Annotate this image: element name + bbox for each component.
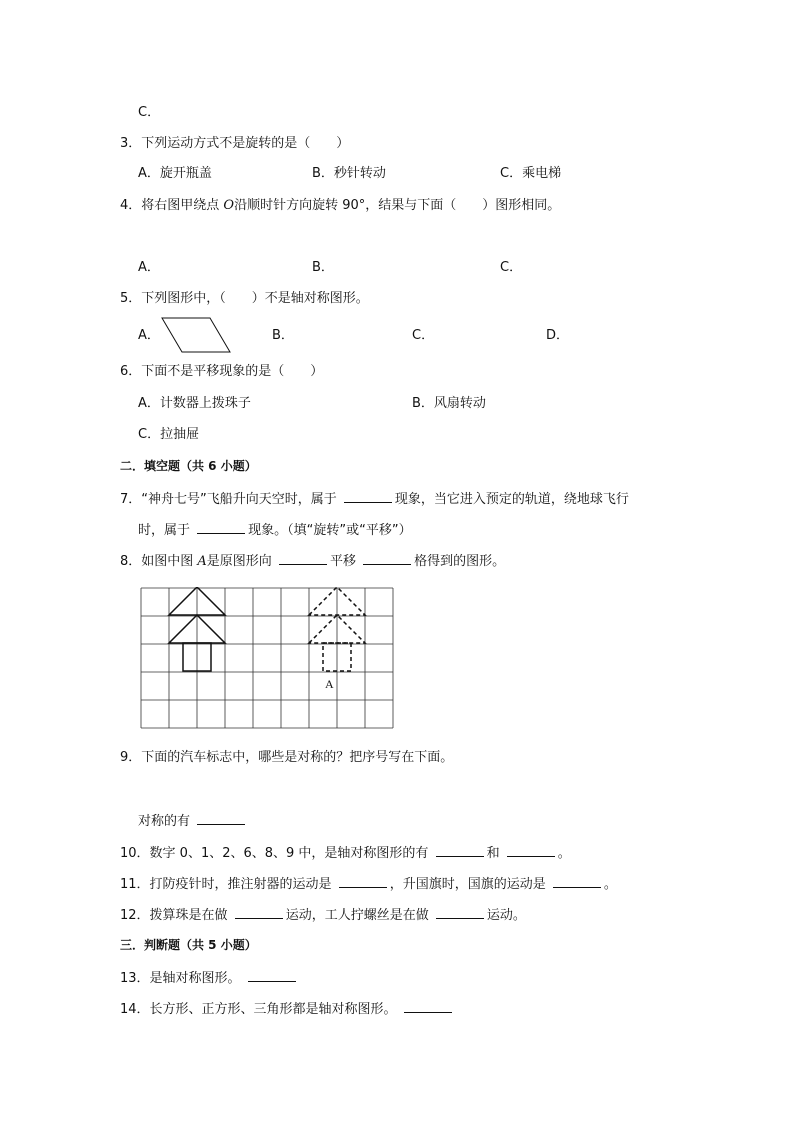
q12-suffix: 运动。 <box>486 908 526 923</box>
q12-blank-1[interactable] <box>235 905 283 919</box>
q5-option-d: D． <box>546 328 570 343</box>
q8-prefix: 8．如图中图 <box>120 554 198 569</box>
q7-blank-1[interactable] <box>344 489 392 503</box>
q8-mid2: 平移 <box>329 554 361 569</box>
translation-grid-figure <box>140 587 396 729</box>
q8-suffix: 格得到的图形。 <box>414 554 506 569</box>
q3-stem: 3．下列运动方式不是旋转的是（ ） <box>120 136 350 151</box>
q7-line2 <box>138 520 412 540</box>
q3-option-b: B．秒针转动 <box>312 166 386 181</box>
q13-text: 13．是轴对称图形。 <box>120 971 245 986</box>
section-heading-fill-in: 二．填空题（共 6 小题） <box>120 459 257 473</box>
q10-blank-1[interactable] <box>436 843 484 857</box>
q14-blank[interactable] <box>404 999 452 1013</box>
q13-stem <box>120 968 299 988</box>
q8-blank-units[interactable] <box>363 551 411 565</box>
q11-mid: ，升国旗时，国旗的运动是 <box>389 877 550 892</box>
q7-line1 <box>120 489 629 509</box>
q10-prefix: 10．数字 0、1、2、6、8、9 中，是轴对称图形的有 <box>120 846 433 861</box>
q7-part2: 现象，当它进入预定的轨道，绕地球飞行 <box>394 492 629 507</box>
parallelogram-figure <box>158 315 234 355</box>
q8-blank-direction[interactable] <box>279 551 327 565</box>
q2-option-c: C． <box>138 105 161 120</box>
q8-mid1: 是原图形向 <box>206 554 276 569</box>
q12-prefix: 12．拨算珠是在做 <box>120 908 232 923</box>
q9-answer <box>138 811 248 831</box>
q4-point: O <box>223 198 235 213</box>
q14-text: 14．长方形、正方形、三角形都是轴对称图形。 <box>120 1002 401 1017</box>
q6-stem: 6．下面不是平移现象的是（ ） <box>120 364 324 379</box>
q9-answer-label: 对称的有 <box>138 814 195 829</box>
q13-blank[interactable] <box>248 968 296 982</box>
q12-mid: 运动，工人拧螺丝是在做 <box>285 908 433 923</box>
q6-option-b: B．风扇转动 <box>412 396 486 411</box>
q7-part3: 时，属于 <box>138 523 195 538</box>
grid-figure-label: A <box>325 677 334 691</box>
grid-lines <box>141 588 393 728</box>
q6-option-a: A．计数器上拨珠子 <box>138 396 251 411</box>
q11-blank-1[interactable] <box>339 874 387 888</box>
q4-stem-prefix: 4．将右图甲绕点 <box>120 198 224 213</box>
q12-stem <box>120 905 526 925</box>
q10-stem <box>120 843 571 863</box>
q4-option-a: A． <box>138 260 160 275</box>
q11-suffix: 。 <box>603 877 617 892</box>
q8-label: A <box>197 554 207 569</box>
q4-stem-suffix: 沿顺时针方向旋转 90°，结果与下面（ ）图形相同。 <box>234 198 561 213</box>
q11-stem <box>120 874 617 894</box>
q12-blank-2[interactable] <box>436 905 484 919</box>
q9-blank[interactable] <box>197 811 245 825</box>
q14-stem <box>120 999 455 1019</box>
q5-stem: 5．下列图形中，（ ）不是轴对称图形。 <box>120 291 369 306</box>
q4-stem <box>120 197 560 215</box>
q10-suffix: 。 <box>557 846 571 861</box>
q8-stem <box>120 551 505 571</box>
q3-option-c: C．乘电梯 <box>500 166 562 181</box>
q7-part1: 7．“神舟七号”飞船升向天空时，属于 <box>120 492 341 507</box>
q11-prefix: 11．打防疫针时，推注射器的运动是 <box>120 877 336 892</box>
q7-part4: 现象。（填“旋转”或“平移”） <box>248 523 412 538</box>
q10-blank-2[interactable] <box>507 843 555 857</box>
section-heading-true-false: 三．判断题（共 5 小题） <box>120 938 257 952</box>
q4-option-c: C． <box>500 260 523 275</box>
q6-option-c: C．拉抽屉 <box>138 427 200 442</box>
q5-option-b: B． <box>272 328 294 343</box>
q3-option-a: A．旋开瓶盖 <box>138 166 212 181</box>
q7-blank-2[interactable] <box>197 520 245 534</box>
q9-stem: 9．下面的汽车标志中，哪些是对称的？把序号写在下面。 <box>120 750 454 765</box>
q5-option-a: A． <box>138 328 160 343</box>
q10-mid: 和 <box>486 846 504 861</box>
q11-blank-2[interactable] <box>553 874 601 888</box>
q4-option-b: B． <box>312 260 334 275</box>
q5-option-c: C． <box>412 328 435 343</box>
